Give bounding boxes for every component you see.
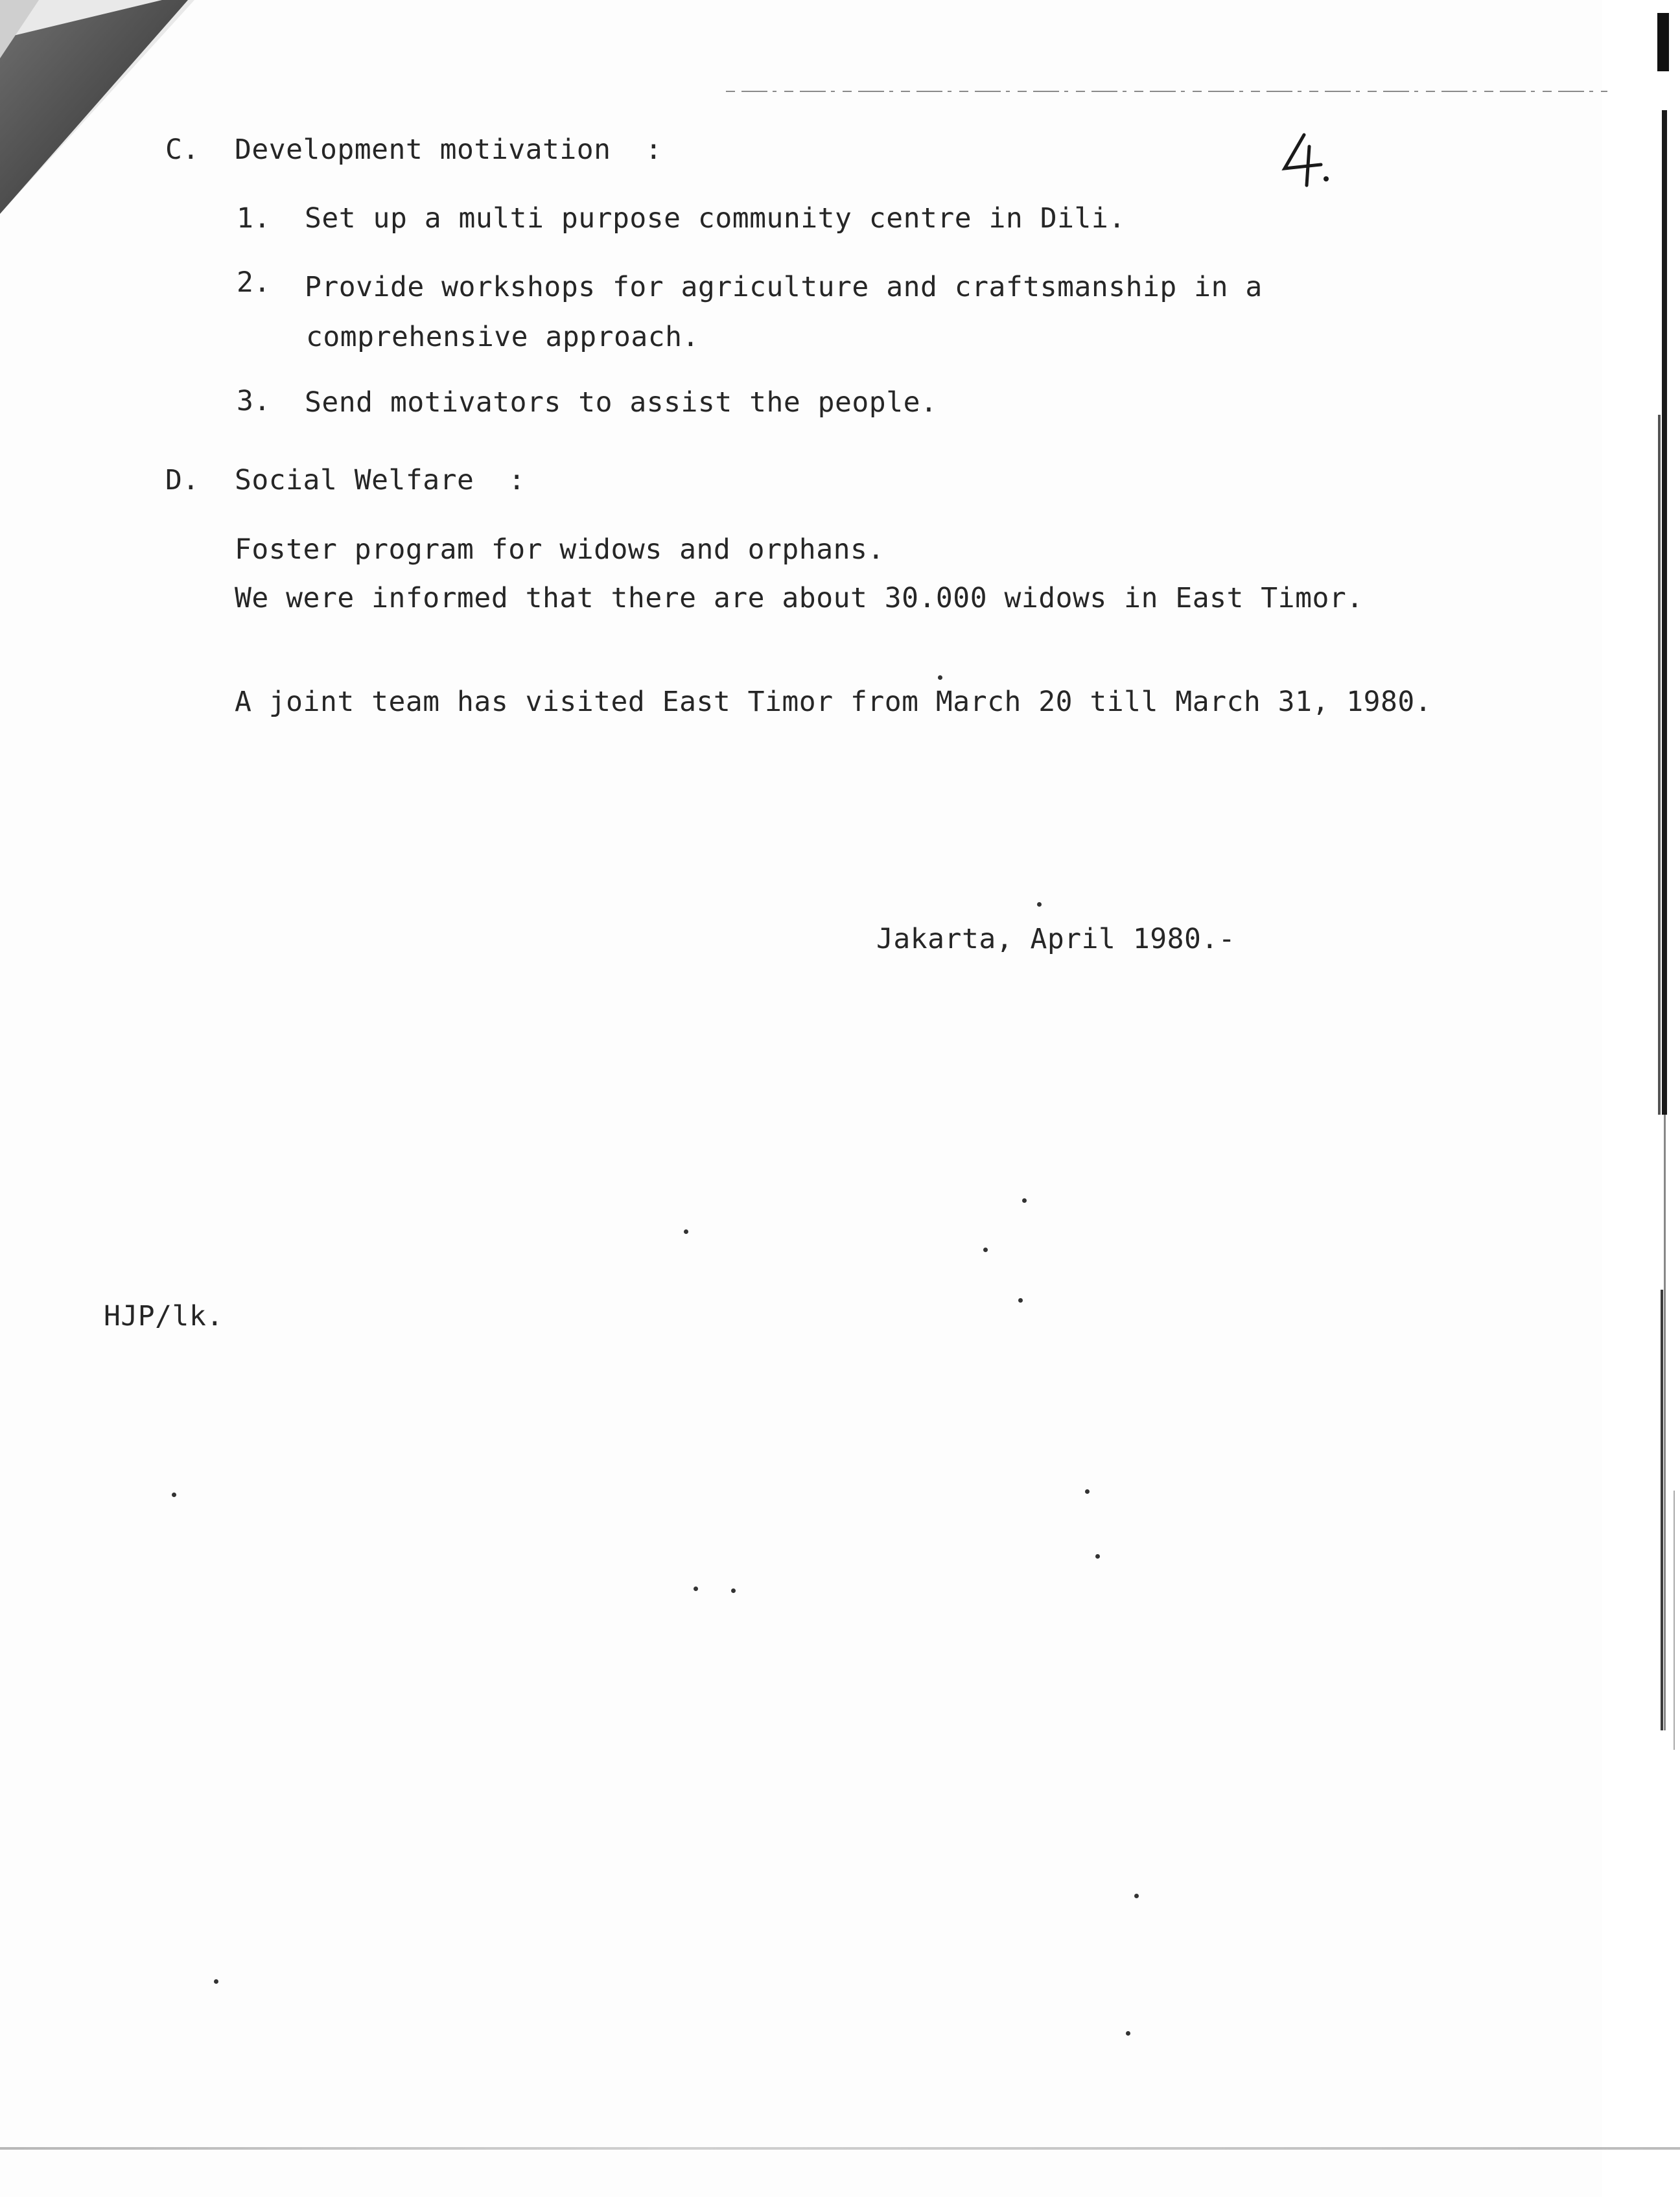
section-c-letter: C.	[165, 134, 200, 166]
scan-speck	[983, 1248, 988, 1252]
list-item-3-number: 3.	[237, 385, 271, 417]
scan-speck	[731, 1588, 736, 1593]
section-d-line-1: Foster program for widows and orphans.	[235, 533, 885, 566]
section-d-heading: Social Welfare :	[235, 464, 526, 496]
place-date: Jakarta, April 1980.-	[876, 923, 1236, 955]
scan-edge-shadow	[1602, 0, 1680, 2197]
folded-corner	[0, 0, 194, 214]
scan-speck	[1022, 1198, 1027, 1203]
list-item-2-number: 2.	[237, 266, 271, 299]
scan-speck	[1018, 1298, 1023, 1303]
scan-speck	[694, 1587, 698, 1591]
list-item-2-text-continued: comprehensive approach.	[306, 321, 699, 353]
list-item-3-text: Send motivators to assist the people.	[305, 386, 938, 419]
scan-speck	[684, 1229, 688, 1234]
scan-speck	[1037, 902, 1042, 907]
list-item-1-text: Set up a multi purpose community centre in Dili.	[305, 202, 1126, 235]
scan-speck	[1085, 1489, 1090, 1494]
scan-speck	[214, 1979, 218, 1984]
section-d-line-2: We were informed that there are about 30.000 widows in East Timor.	[235, 582, 1364, 614]
reference-initials: HJP/lk.	[104, 1300, 224, 1332]
scan-speck	[1095, 1554, 1100, 1559]
visit-note: A joint team has visited East Timor from March 20 till March 31, 1980.	[235, 686, 1432, 718]
scan-speck	[1126, 2031, 1130, 2036]
section-c-heading: Development motivation :	[235, 134, 662, 166]
page-number-glyph	[1270, 128, 1342, 193]
list-item-1-number: 1.	[237, 202, 271, 235]
handwritten-page-number	[1270, 128, 1342, 193]
scan-speck	[1134, 1894, 1139, 1898]
section-d-letter: D.	[165, 464, 200, 496]
scan-speck	[172, 1493, 176, 1497]
faint-dashed-line	[726, 89, 1607, 93]
scan-speck	[938, 675, 942, 680]
bottom-scan-line	[0, 2147, 1680, 2150]
list-item-2-text: Provide workshops for agriculture and craftsmanship in a	[305, 271, 1263, 303]
